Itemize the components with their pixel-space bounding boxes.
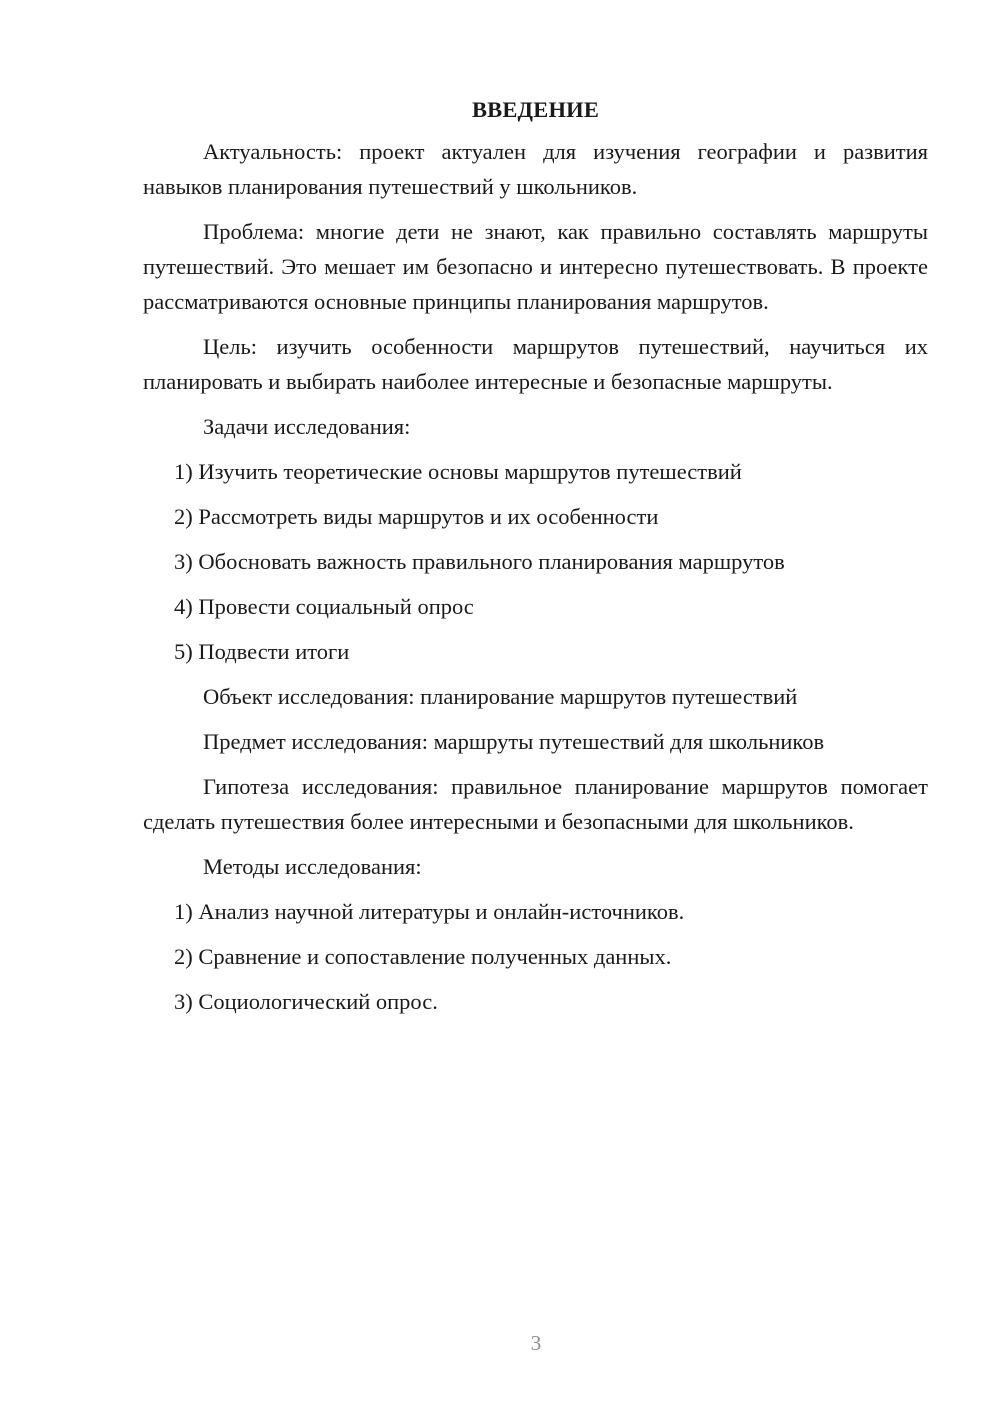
page-number: 3 [530, 1331, 542, 1355]
tasks-heading: Задачи исследования: [203, 414, 411, 439]
task-item: 3) Обосновать важность правильного планирования маршрутов [174, 549, 785, 574]
task-item: 5) Подвести итоги [174, 639, 350, 664]
page-title: ВВЕДЕНИЕ [471, 97, 600, 122]
methods-heading: Методы исследования: [203, 854, 422, 879]
method-item: 1) Анализ научной литературы и онлайн-источников. [174, 899, 685, 924]
problem-paragraph: Проблема: многие дети не знают, как правильно составлять маршруты путешествий. Это мешает им безопасно и интересно путешествовать. В проекте рассматриваются основные принципы планирования маршрутов. [143, 219, 928, 314]
research-subject: Предмет исследования: маршруты путешествий для школьников [203, 729, 825, 754]
hypothesis-paragraph: Гипотеза исследования: правильное планирование маршрутов помогает сделать путешествия более интересными и безопасными для школьников. [143, 774, 928, 834]
method-item: 3) Социологический опрос. [174, 989, 438, 1014]
goal-paragraph: Цель: изучить особенности маршрутов путешествий, научиться их планировать и выбирать наиболее интересные и безопасные маршруты. [143, 334, 928, 394]
relevance-paragraph: Актуальность: проект актуален для изучения географии и развития навыков планирования путешествий у школьников. [143, 139, 928, 199]
task-item: 2) Рассмотреть виды маршрутов и их особенности [174, 504, 659, 529]
document-body [143, 92, 928, 1029]
research-object: Объект исследования: планирование маршрутов путешествий [203, 684, 798, 709]
method-item: 2) Сравнение и сопоставление полученных данных. [174, 944, 672, 969]
task-item: 1) Изучить теоретические основы маршрутов путешествий [174, 459, 742, 484]
task-item: 4) Провести социальный опрос [174, 594, 474, 619]
